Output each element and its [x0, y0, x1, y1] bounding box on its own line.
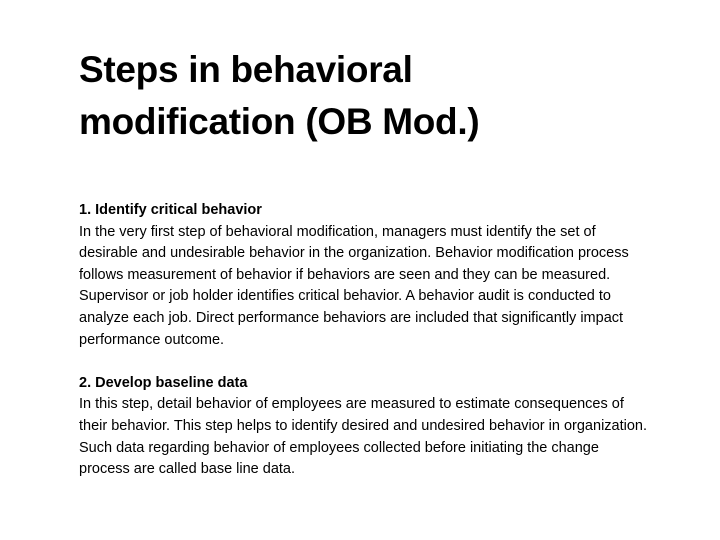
- section-body: In this step, detail behavior of employees are measured to estimate consequences of their behavior. This step helps to identify desired and undesired behavior in organization. Such data regarding behavior of employees collected before initiating the change process are called base line data.: [79, 396, 648, 478]
- section-identify-critical-behavior: [79, 200, 649, 351]
- section-heading: 1. Identify critical behavior: [79, 202, 262, 218]
- slide-title: Steps in behavioral modification (OB Mod.): [79, 49, 480, 142]
- section-body: In the very first step of behavioral modification, managers must identify the set of desirable and undesirable behavior in the organization. Behavior modification process follows measurement of behavior if behaviors are seen and they can be measured. Supervisor or job holder identifies critical behavior. A behavior audit is conducted to analyze each job. Direct performance behaviors are included that significantly impact performance outcome.: [79, 223, 629, 348]
- section-develop-baseline-data: [79, 373, 649, 481]
- slide-content: [79, 200, 649, 481]
- section-heading: 2. Develop baseline data: [79, 374, 248, 391]
